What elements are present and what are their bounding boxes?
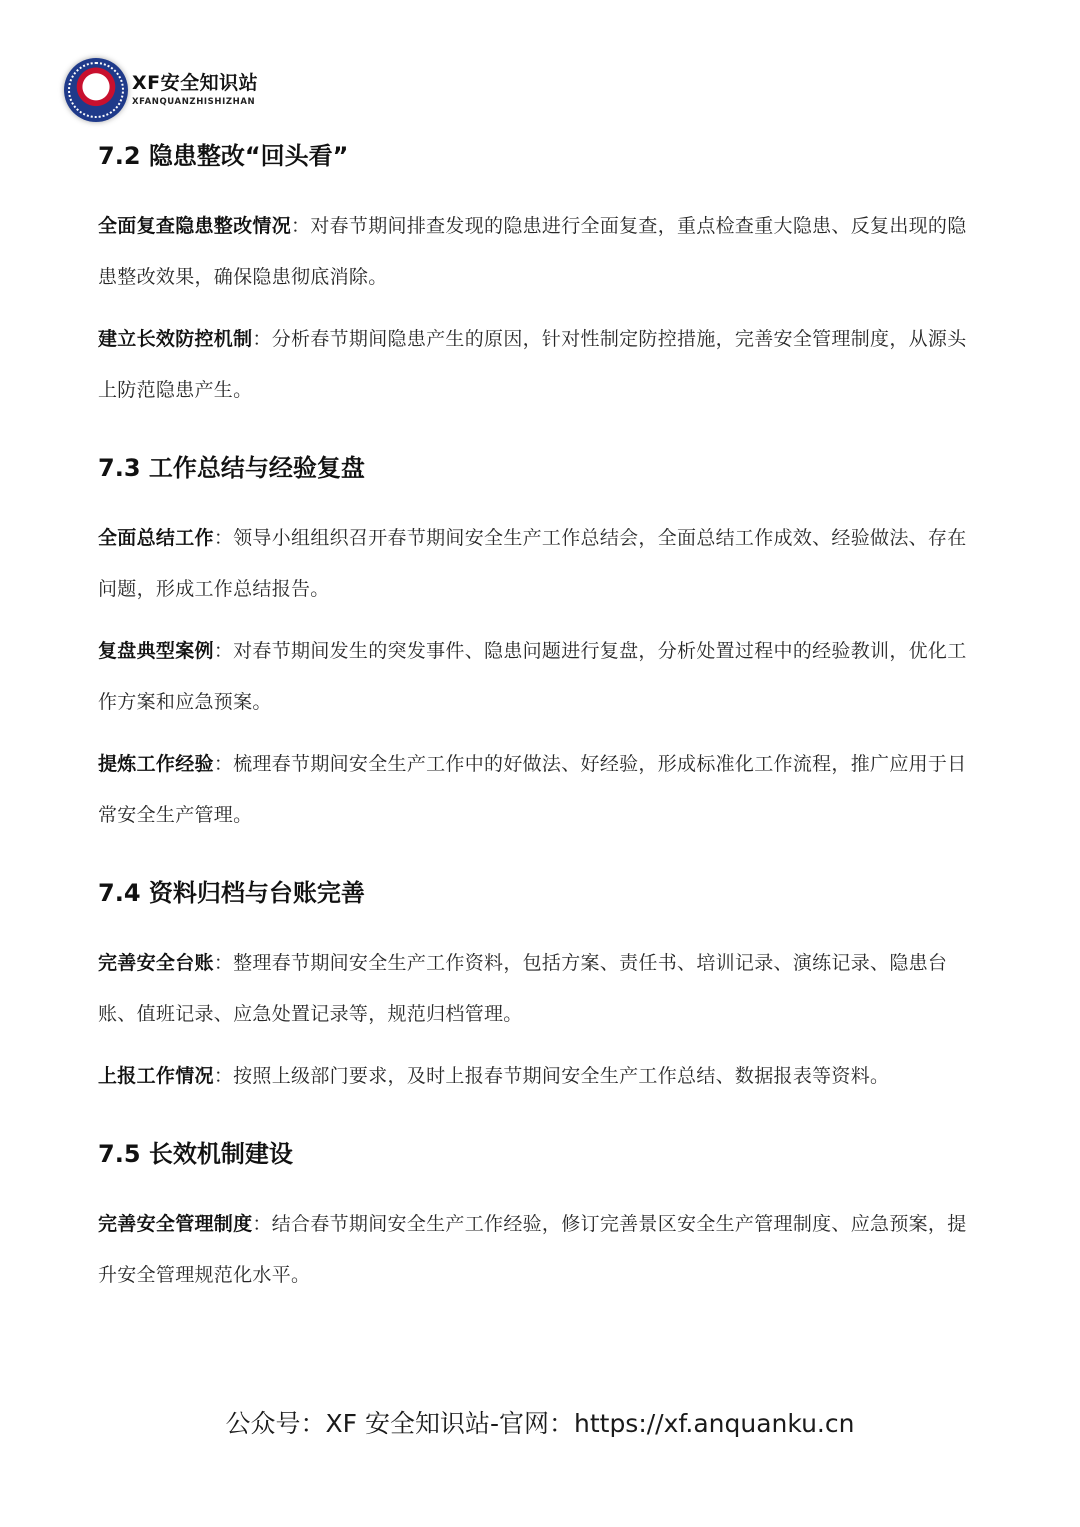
paragraph-text: 对春节期间发生的突发事件、隐患问题进行复盘，分析处置过程中的经验教训，优化工作方案和应急预案。 — [98, 640, 967, 713]
paragraph-label: 上报工作情况 — [98, 1065, 214, 1087]
paragraph-label: 全面总结工作 — [98, 527, 214, 549]
paragraph-label: 完善安全台账 — [98, 952, 214, 974]
shield-badge-icon — [64, 58, 128, 122]
footer-text: 公众号：XF 安全知识站-官网：https://xf.anquanku.cn — [225, 1409, 855, 1438]
paragraph-text: 领导小组组织召开春节期间安全生产工作总结会，全面总结工作成效、经验做法、存在问题，形成工作总结报告。 — [98, 527, 967, 600]
paragraph-label: 提炼工作经验 — [98, 753, 214, 775]
paragraph-text: 分析春节期间隐患产生的原因，针对性制定防控措施，完善安全管理制度，从源头上防范隐患产生。 — [98, 328, 967, 401]
section-heading: 7.3 工作总结与经验复盘 — [98, 454, 365, 482]
document-body — [98, 136, 982, 1301]
brand-subtitle: XFANQUANZHISHIZHAN — [132, 96, 256, 107]
paragraph: 完善安全台账：整理春节期间安全生产工作资料，包括方案、责任书、培训记录、演练记录、隐患台账、值班记录、应急处置记录等，规范归档管理。 — [98, 952, 948, 1025]
section-heading: 7.2 隐患整改“回头看” — [98, 142, 349, 170]
paragraph: 全面总结工作：领导小组组织召开春节期间安全生产工作总结会，全面总结工作成效、经验做法、存在问题，形成工作总结报告。 — [98, 527, 967, 600]
paragraph-label: 复盘典型案例 — [98, 640, 214, 662]
section-heading: 7.5 长效机制建设 — [98, 1140, 293, 1168]
paragraph-label: 完善安全管理制度 — [98, 1213, 253, 1235]
brand-title: XF安全知识站 — [132, 71, 259, 94]
paragraph-text: 梳理春节期间安全生产工作中的好做法、好经验，形成标准化工作流程，推广应用于日常安全生产管理。 — [98, 753, 967, 826]
paragraph-label: 全面复查隐患整改情况 — [98, 215, 292, 237]
section-heading: 7.4 资料归档与台账完善 — [98, 879, 365, 907]
paragraph: 复盘典型案例：对春节期间发生的突发事件、隐患问题进行复盘，分析处置过程中的经验教训，优化工作方案和应急预案。 — [98, 640, 967, 713]
paragraph: 提炼工作经验：梳理春节期间安全生产工作中的好做法、好经验，形成标准化工作流程，推广应用于日常安全生产管理。 — [98, 753, 967, 826]
paragraph-label: 建立长效防控机制 — [98, 328, 253, 350]
paragraph: 上报工作情况：按照上级部门要求，及时上报春节期间安全生产工作总结、数据报表等资料。 — [98, 1065, 890, 1087]
paragraph-text: 对春节期间排查发现的隐患进行全面复查，重点检查重大隐患、反复出现的隐患整改效果，确保隐患彻底消除。 — [98, 215, 967, 288]
paragraph-text: 结合春节期间安全生产工作经验，修订完善景区安全生产管理制度、应急预案，提升安全管理规范化水平。 — [98, 1213, 967, 1286]
paragraph: 完善安全管理制度：结合春节期间安全生产工作经验，修订完善景区安全生产管理制度、应急预案，提升安全管理规范化水平。 — [98, 1213, 967, 1286]
paragraph-text: 整理春节期间安全生产工作资料，包括方案、责任书、培训记录、演练记录、隐患台账、值班记录、应急处置记录等，规范归档管理。 — [98, 952, 948, 1025]
brand-logo — [64, 58, 258, 122]
paragraph: 建立长效防控机制：分析春节期间隐患产生的原因，针对性制定防控措施，完善安全管理制度，从源头上防范隐患产生。 — [98, 328, 967, 401]
paragraph-text: 按照上级部门要求，及时上报春节期间安全生产工作总结、数据报表等资料。 — [233, 1065, 890, 1087]
paragraph: 全面复查隐患整改情况：对春节期间排查发现的隐患进行全面复查，重点检查重大隐患、反复出现的隐患整改效果，确保隐患彻底消除。 — [98, 215, 967, 288]
